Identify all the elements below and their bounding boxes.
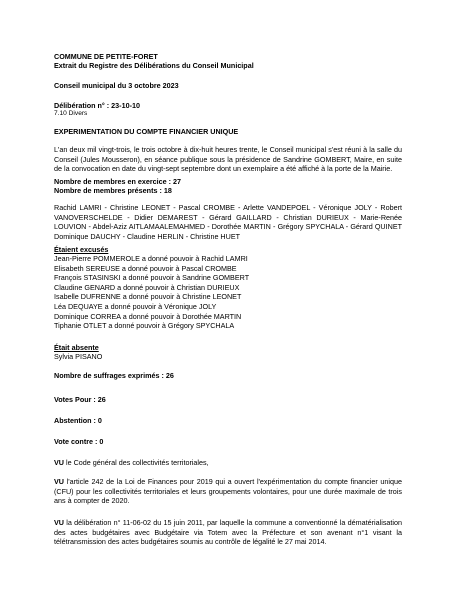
absent-name: Sylvia PISANO: [54, 352, 103, 361]
votes-abstention: Abstention : 0: [54, 416, 102, 425]
consideration-text: la délibération n° 11-06-02 du 15 juin 2011, par laquelle la commune a conventionné la dématérialisation des actes budgétaires avec Budgétaire via Totem avec la Préfecture et son avenant n°1 visant la télétransmission des actes budgétaires soumis au contrôle de légalité le 27 mai 2014.: [54, 518, 402, 547]
members-in-office: Nombre de membres en exercice : 27: [54, 177, 182, 186]
consideration-text: le Code général des collectivités territoriales,: [64, 458, 209, 467]
list-item: Tiphanie OTLET a donné pouvoir à Grégory SPYCHALA: [54, 321, 235, 331]
list-item: Dominique CORREA a donné pouvoir à Dorothée MARTIN: [54, 311, 242, 321]
vu-label: VU: [54, 477, 64, 486]
present-members-list: Rachid LAMRI - Christine LEONET - Pascal CROMBE - Arlette VANDEPOEL - Véronique JOLY - Robert VANOVERSCHELDE - Didier DEMAREST - Gérard GAILLARD - Christian DURIEUX - Marie-Renée LOUVION - Abdel-Aziz AITLAMAALEMAHMED - Dorothée MARTIN - Grégory SPYCHALA - Gérard QUINET Dominique DAUCHY - Claudine HERLIN - Christine HUET: [54, 203, 402, 241]
members-present: Nombre de membres présents : 18: [54, 186, 172, 195]
registry-extract-title: Extrait du Registre des Délibérations du Conseil Municipal: [54, 61, 254, 70]
vu-label: VU: [54, 458, 64, 467]
list-item: François STASINSKI a donné pouvoir à Sandrine GOMBERT: [54, 273, 250, 283]
intro-paragraph: L'an deux mil vingt-trois, le trois octobre à dix-huit heures trente, le Conseil municipal s'est réuni à la salle du Conseil (Jules Mousseron), en séance publique sous la présidence de Sandrine GOMBERT, Maire, en suite de la convocation en date du vingt-sept septembre dont un exemplaire a été affiché à la porte de la Mairie.: [54, 145, 402, 174]
consideration-paragraph: [54, 518, 402, 547]
meeting-title: Conseil municipal du 3 octobre 2023: [54, 81, 179, 90]
consideration-paragraph: [54, 477, 402, 506]
excused-list: [54, 254, 402, 331]
absent-heading: Était absente: [54, 343, 99, 352]
vu-label: VU: [54, 518, 64, 527]
consideration-paragraph: [54, 458, 402, 468]
list-item: Elisabeth SEREUSE a donné pouvoir à Pascal CROMBE: [54, 263, 237, 273]
votes-against: Vote contre : 0: [54, 437, 104, 446]
list-item: Isabelle DUFRENNE a donné pouvoir à Christine LEONET: [54, 292, 242, 302]
votes-expressed: Nombre de suffrages exprimés : 26: [54, 371, 174, 380]
excused-heading: Étaient excusés: [54, 245, 109, 254]
deliberation-category: 7.10 Divers: [54, 110, 88, 117]
deliberation-number: Délibération n° : 23-10-10: [54, 101, 140, 110]
list-item: Léa DEQUAYE a donné pouvoir à Véronique JOLY: [54, 301, 217, 311]
commune-name: COMMUNE DE PETITE-FORET: [54, 52, 158, 61]
consideration-text: l'article 242 de la Loi de Finances pour 2019 qui a ouvert l'expérimentation du compte financier unique (CFU) pour les collectivités territoriales et leurs groupements volontaires, pour une durée maximale de trois ans à compter de 2020.: [54, 477, 402, 506]
list-item: Jean-Pierre POMMEROLE a donné pouvoir à Rachid LAMRI: [54, 254, 248, 263]
deliberation-subject: EXPERIMENTATION DU COMPTE FINANCIER UNIQUE: [54, 127, 239, 136]
list-item: Claudine GENARD a donné pouvoir à Christian DURIEUX: [54, 282, 240, 292]
votes-for: Votes Pour : 26: [54, 395, 106, 404]
